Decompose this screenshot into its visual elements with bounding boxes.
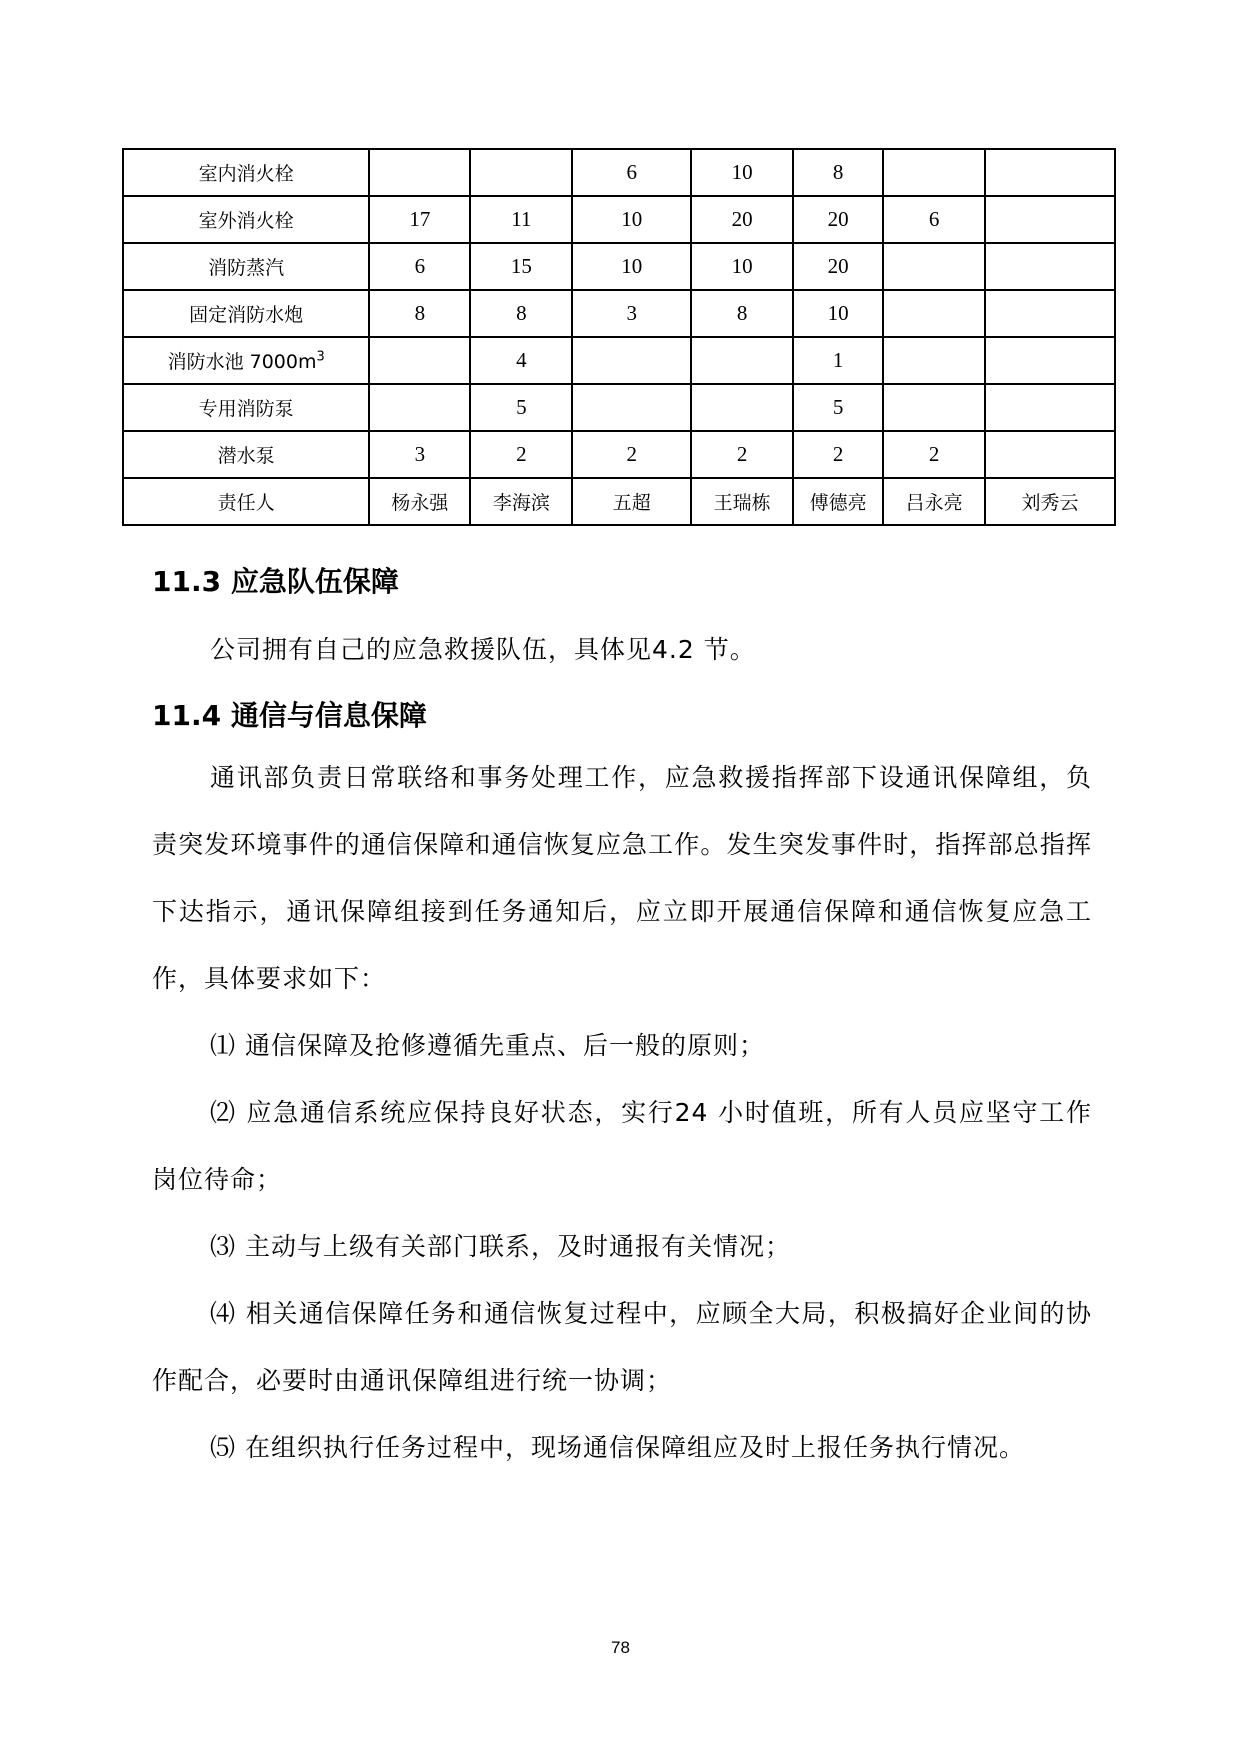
list-item: ⑴ 通信保障及抢修遵循先重点、后一般的原则； <box>210 1031 765 1060</box>
table-row <box>123 384 1115 431</box>
row-label: 固定消防水炮 <box>123 290 369 337</box>
row-label-text: 消防水池 7000m <box>167 351 317 373</box>
table-cell: 2 <box>572 431 691 478</box>
table-cell: 5 <box>793 384 883 431</box>
table-cell <box>985 384 1115 431</box>
row-label: 专用消防泵 <box>123 384 369 431</box>
table-cell <box>985 431 1115 478</box>
list-item: ⑸ 在组织执行任务过程中，现场通信保障组应及时上报任务执行情况。 <box>210 1433 1025 1462</box>
table-row <box>123 149 1115 196</box>
table-row <box>123 337 1115 384</box>
table-cell <box>985 337 1115 384</box>
table-cell <box>883 149 985 196</box>
table-cell <box>883 290 985 337</box>
responsible-person: 李海滨 <box>470 478 572 525</box>
table-cell: 2 <box>691 431 793 478</box>
table-cell: 20 <box>793 243 883 290</box>
table-cell: 8 <box>470 290 572 337</box>
row-label: 室内消火栓 <box>123 149 369 196</box>
table-cell <box>572 337 691 384</box>
row-label: 责任人 <box>123 478 369 525</box>
table-cell <box>883 337 985 384</box>
table-cell <box>985 243 1115 290</box>
table-cell <box>369 384 470 431</box>
table-cell: 10 <box>691 243 793 290</box>
paragraph-11-4-intro: 通讯部负责日常联络和事务处理工作，应急救援指挥部下设通讯保障组，负责突发环境事件的通信保障和通信恢复应急工作。发生突发事件时，指挥部总指挥下达指示，通讯保障组接到任务通知后，应立即开展通信保障和通信恢复应急工作，具体要求如下： <box>152 763 1092 993</box>
table-cell <box>470 149 572 196</box>
responsible-person: 吕永亮 <box>883 478 985 525</box>
fire-equipment-table <box>122 148 1116 526</box>
list-item: ⑶ 主动与上级有关部门联系，及时通报有关情况； <box>210 1232 791 1261</box>
table-row <box>123 290 1115 337</box>
row-label <box>123 337 369 384</box>
table-cell <box>572 384 691 431</box>
responsible-person: 刘秀云 <box>985 478 1115 525</box>
table-cell: 6 <box>369 243 470 290</box>
table-cell: 2 <box>793 431 883 478</box>
table-cell: 6 <box>883 196 985 243</box>
responsible-person: 傅德亮 <box>793 478 883 525</box>
row-label: 潜水泵 <box>123 431 369 478</box>
table-cell: 11 <box>470 196 572 243</box>
table-cell: 3 <box>369 431 470 478</box>
row-label: 消防蒸汽 <box>123 243 369 290</box>
table-cell <box>369 149 470 196</box>
table-cell: 5 <box>470 384 572 431</box>
page-number: 78 <box>611 1638 630 1657</box>
responsible-person: 五超 <box>572 478 691 525</box>
section-heading-11-4: 11.4 通信与信息保障 <box>152 699 427 732</box>
row-label: 室外消火栓 <box>123 196 369 243</box>
list-item: ⑷ 相关通信保障任务和通信恢复过程中，应顾全大局，积极搞好企业间的协作配合，必要时由通讯保障组进行统一协调； <box>152 1299 1092 1395</box>
table-cell <box>883 384 985 431</box>
table-cell <box>985 196 1115 243</box>
table-cell: 1 <box>793 337 883 384</box>
responsible-person: 王瑞栋 <box>691 478 793 525</box>
table-cell <box>691 384 793 431</box>
responsible-person: 杨永强 <box>369 478 470 525</box>
table-cell <box>369 337 470 384</box>
table-cell: 10 <box>572 196 691 243</box>
table-cell: 17 <box>369 196 470 243</box>
table-cell: 2 <box>883 431 985 478</box>
table-cell: 4 <box>470 337 572 384</box>
table-cell: 20 <box>691 196 793 243</box>
superscript: 3 <box>316 349 325 365</box>
table-cell: 8 <box>369 290 470 337</box>
table-cell: 10 <box>793 290 883 337</box>
table-cell: 6 <box>572 149 691 196</box>
table-cell: 10 <box>572 243 691 290</box>
table-cell: 20 <box>793 196 883 243</box>
paragraph-11-3: 公司拥有自己的应急救援队伍，具体见4.2 节。 <box>210 635 756 664</box>
table-cell <box>985 290 1115 337</box>
list-item: ⑵ 应急通信系统应保持良好状态，实行24 小时值班，所有人员应坚守工作岗位待命； <box>152 1098 1092 1194</box>
table-cell <box>883 243 985 290</box>
table-cell: 8 <box>793 149 883 196</box>
table-cell: 10 <box>691 149 793 196</box>
section-heading-11-3: 11.3 应急队伍保障 <box>152 565 399 598</box>
table-cell: 8 <box>691 290 793 337</box>
table-cell <box>985 149 1115 196</box>
table-row-responsible <box>123 478 1115 525</box>
table-row <box>123 431 1115 478</box>
table-cell: 3 <box>572 290 691 337</box>
table-row <box>123 196 1115 243</box>
table-cell: 2 <box>470 431 572 478</box>
table-cell <box>691 337 793 384</box>
table-row <box>123 243 1115 290</box>
table-cell: 15 <box>470 243 572 290</box>
